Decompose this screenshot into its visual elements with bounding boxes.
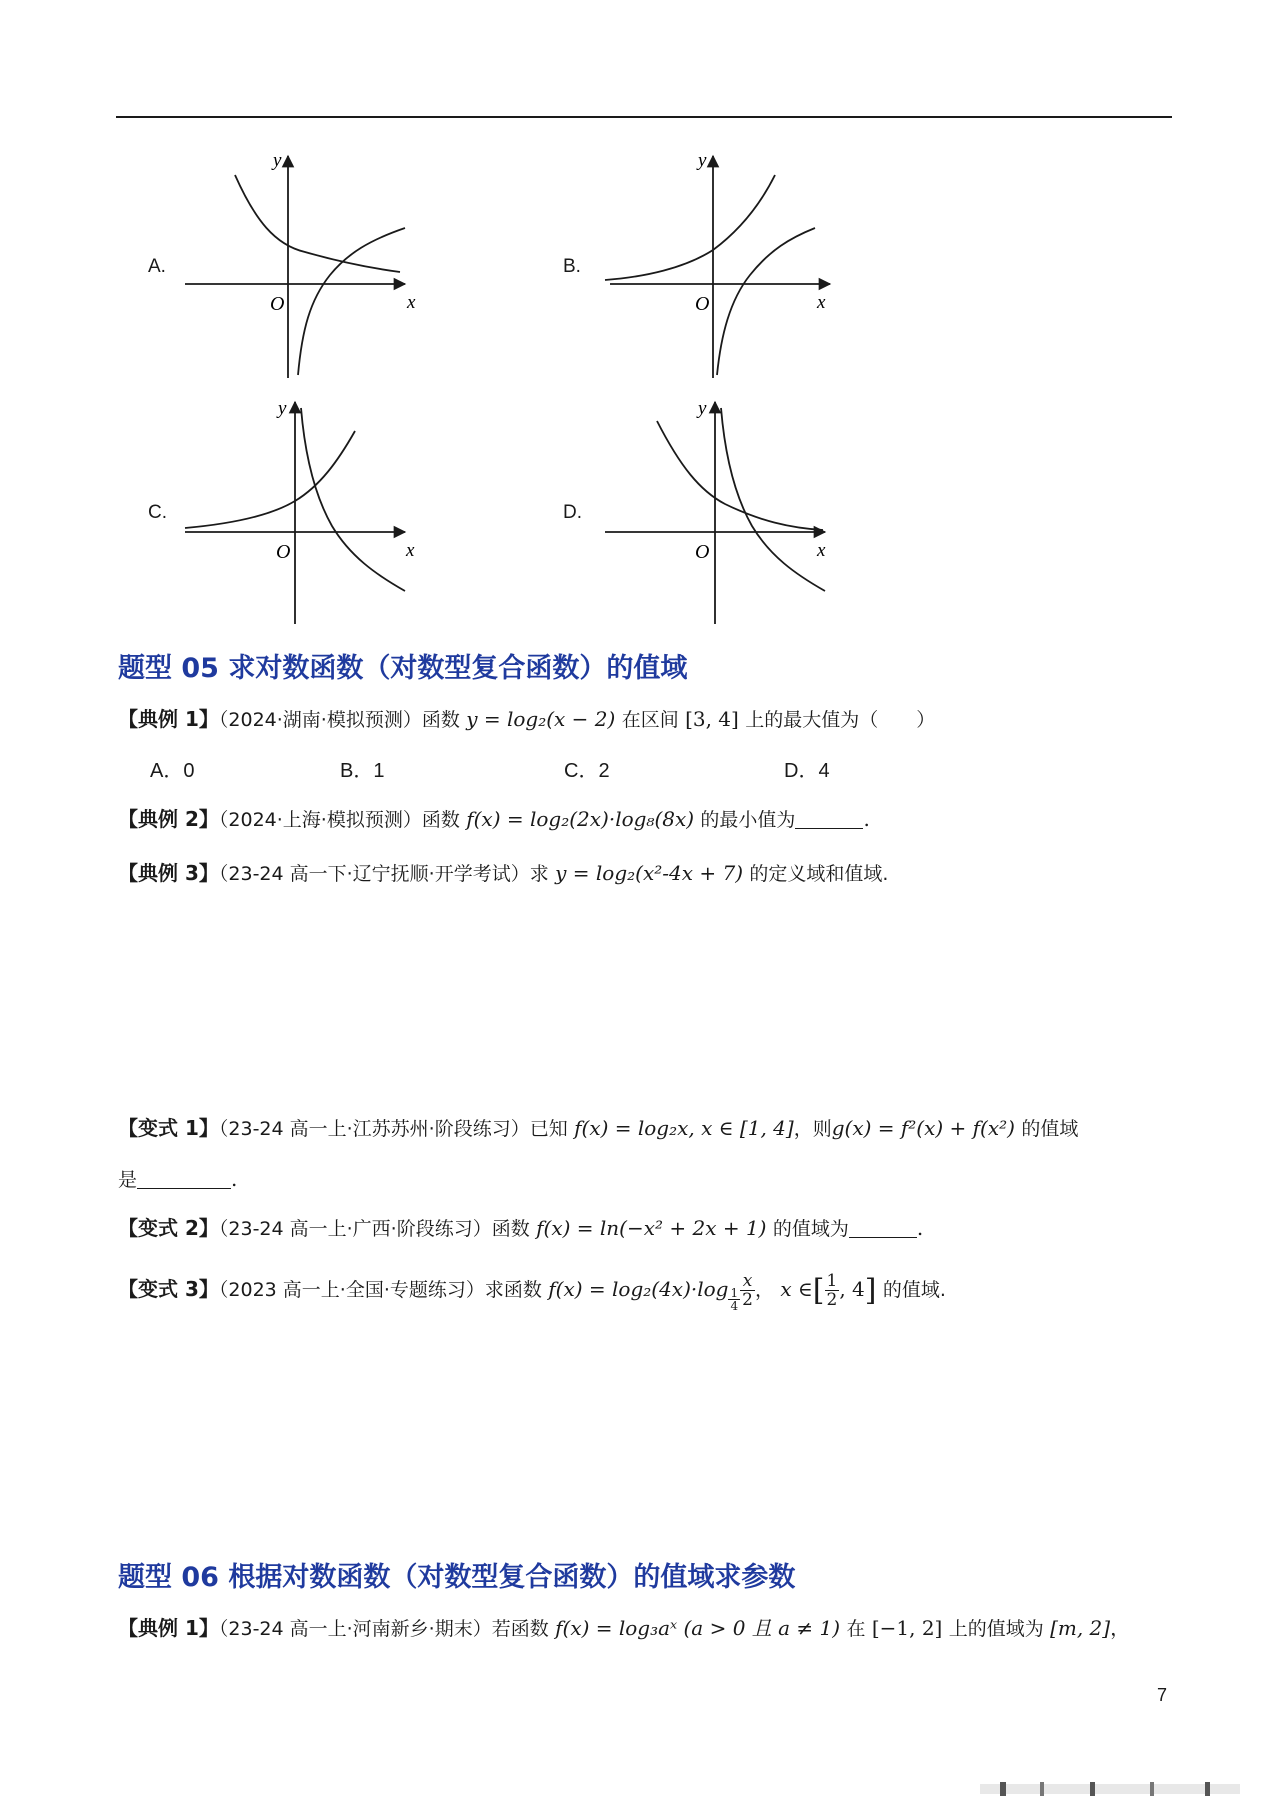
graph-b bbox=[595, 150, 835, 382]
choice-a[interactable]: A．0 bbox=[150, 760, 195, 782]
numerator: 1 bbox=[730, 1286, 739, 1300]
section-title-06: 题型 06 根据对数函数（对数型复合函数）的值域求参数 bbox=[118, 1562, 796, 1593]
formula: f(x) = log₂x, x ∈ [1, 4] bbox=[574, 1116, 794, 1140]
log-base-fraction bbox=[728, 1287, 740, 1312]
origin-label: O bbox=[695, 293, 710, 315]
example-tag: 【典例 1】 bbox=[118, 1616, 219, 1640]
origin-label: O bbox=[695, 541, 710, 563]
example-source: （2024·湖南·模拟预测） bbox=[218, 709, 422, 731]
answer-blank[interactable] bbox=[137, 1168, 231, 1189]
text: 已知 bbox=[529, 1118, 568, 1140]
text: 的值域 bbox=[1021, 1118, 1079, 1140]
text: ，则 bbox=[793, 1118, 832, 1140]
variant-source: （23-24 高一上·广西·阶段练习） bbox=[218, 1218, 492, 1240]
right-bracket: ] bbox=[864, 1273, 877, 1308]
formula: f(x) = log₂(2x)·log₈(8x) bbox=[466, 807, 695, 831]
formula: y = log₂(x²-4x + 7) bbox=[555, 861, 743, 885]
text: 的定义域和值域. bbox=[749, 863, 889, 885]
text: 函数 bbox=[491, 1218, 530, 1240]
y-label: y bbox=[273, 150, 282, 171]
variant-2 bbox=[118, 1214, 923, 1243]
decreasing-exp-curve bbox=[235, 175, 400, 272]
text: 的值域. bbox=[882, 1279, 946, 1301]
example-source: （23-24 高一上·河南新乡·期末） bbox=[218, 1618, 492, 1640]
numerator: x bbox=[740, 1272, 755, 1291]
text: 的值域为 bbox=[772, 1218, 849, 1240]
text: . bbox=[916, 1216, 924, 1240]
header-rule bbox=[116, 116, 1172, 118]
choices bbox=[150, 754, 910, 782]
text: 在 bbox=[846, 1618, 866, 1640]
page-number: 7 bbox=[1157, 1685, 1168, 1705]
x-label: x bbox=[407, 292, 416, 313]
choice-b[interactable]: B．1 bbox=[340, 760, 385, 782]
x-label: x bbox=[406, 540, 415, 561]
text: 的最小值为 bbox=[700, 809, 796, 831]
graph-c bbox=[180, 396, 420, 628]
y-label: y bbox=[698, 398, 707, 419]
variant-tag: 【变式 3】 bbox=[118, 1277, 219, 1301]
variant-source: （2023 高一上·全国·专题练习） bbox=[218, 1279, 485, 1301]
option-a-label: A. bbox=[148, 256, 166, 277]
origin-label: O bbox=[270, 293, 285, 315]
example-tag: 【典例 1】 bbox=[118, 707, 219, 731]
fraction bbox=[825, 1272, 840, 1309]
section-title-05: 题型 05 求对数函数（对数型复合函数）的值域 bbox=[118, 653, 688, 684]
decreasing-log-curve bbox=[721, 408, 825, 591]
increasing-log-curve bbox=[717, 228, 815, 375]
increasing-log-curve bbox=[298, 228, 405, 375]
example-source: （23-24 高一下·辽宁抚顺·开学考试） bbox=[218, 863, 530, 885]
decreasing-exp-curve bbox=[657, 421, 823, 530]
graph-a bbox=[180, 150, 420, 382]
variant-3 bbox=[118, 1272, 946, 1312]
formula: g(x) = f²(x) + f(x²) bbox=[831, 1116, 1015, 1140]
formula: f(x) = log₃aˣ (a > 0 且 a ≠ 1) bbox=[555, 1616, 841, 1640]
variant-tag: 【变式 2】 bbox=[118, 1216, 219, 1240]
text: 上的最大值为（ ） bbox=[745, 709, 936, 731]
choice-d[interactable]: D．4 bbox=[784, 760, 830, 782]
choice-c[interactable]: C．2 bbox=[564, 760, 610, 782]
text: ， bbox=[1110, 1616, 1131, 1640]
example-1 bbox=[118, 705, 935, 734]
variant-source: （23-24 高一上·江苏苏州·阶段练习） bbox=[218, 1118, 530, 1140]
formula: f(x) = ln(−x² + 2x + 1) bbox=[536, 1216, 767, 1240]
graph-d bbox=[595, 396, 835, 628]
denominator: 2 bbox=[826, 1290, 838, 1310]
formula: f(x) = log₂(4x)·log bbox=[548, 1277, 729, 1301]
domain-formula: x ∈ bbox=[780, 1277, 813, 1301]
increasing-exp-curve bbox=[185, 431, 355, 528]
x-label: x bbox=[817, 540, 826, 561]
origin-label: O bbox=[276, 541, 291, 563]
text: 是 bbox=[118, 1169, 138, 1191]
example-3 bbox=[118, 859, 888, 888]
scan-artifact-bar bbox=[980, 1782, 1270, 1796]
example-source: （2024·上海·模拟预测） bbox=[218, 809, 422, 831]
text: 求 bbox=[529, 863, 549, 885]
example-6-1 bbox=[118, 1614, 1130, 1643]
interval: [−1, 2] bbox=[871, 1616, 943, 1640]
variant-tag: 【变式 1】 bbox=[118, 1116, 219, 1140]
text: 上的值域为 bbox=[948, 1618, 1044, 1640]
interval: [3, 4] bbox=[685, 707, 739, 731]
text: . bbox=[231, 1167, 238, 1191]
formula: y = log₂(x − 2) bbox=[466, 707, 616, 731]
variant-1 bbox=[118, 1114, 1078, 1143]
text: ， bbox=[754, 1279, 774, 1301]
text: . bbox=[863, 807, 870, 831]
text: 函数 bbox=[421, 709, 460, 731]
example-2 bbox=[118, 805, 870, 834]
text: 若函数 bbox=[491, 1618, 549, 1640]
increasing-exp-curve bbox=[605, 175, 775, 280]
option-b-label: B. bbox=[563, 256, 581, 277]
x-label: x bbox=[817, 292, 826, 313]
example-tag: 【典例 3】 bbox=[118, 861, 219, 885]
example-tag: 【典例 2】 bbox=[118, 807, 219, 831]
left-bracket: [ bbox=[812, 1273, 825, 1308]
text: 求函数 bbox=[484, 1279, 542, 1301]
denominator: 4 bbox=[730, 1299, 739, 1313]
option-d-label: D. bbox=[563, 502, 582, 523]
option-c-label: C. bbox=[148, 502, 167, 523]
answer-blank[interactable] bbox=[849, 1217, 917, 1238]
text: 函数 bbox=[421, 809, 460, 831]
numerator: 1 bbox=[826, 1271, 838, 1291]
answer-blank[interactable] bbox=[795, 808, 863, 829]
text: , 4 bbox=[839, 1277, 865, 1301]
y-label: y bbox=[698, 150, 707, 171]
fraction bbox=[740, 1272, 755, 1309]
text: 在区间 bbox=[621, 709, 679, 731]
variant-1-line2 bbox=[118, 1165, 237, 1194]
range: [m, 2] bbox=[1050, 1616, 1111, 1640]
denominator: 2 bbox=[742, 1290, 753, 1310]
y-label: y bbox=[278, 398, 287, 419]
